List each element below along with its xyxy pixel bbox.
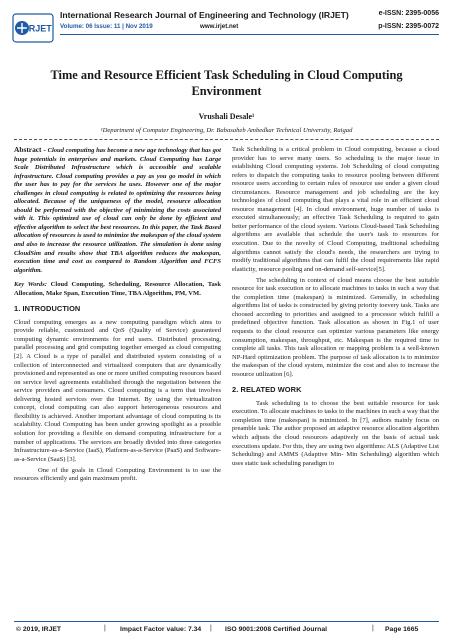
journal-url[interactable]: www.irjet.net (200, 23, 239, 30)
keywords-text: Cloud Computing, Scheduling, Resource Allocation, Task Allocation, Make Span, Execution Time, TBA Algorithm, PM, VM. (14, 281, 221, 297)
journal-header (0, 0, 453, 56)
footer-separator: | (104, 625, 106, 632)
author-affiliation: ¹Department of Computer Engineering, Dr. Babasaheb Ambedkar Technical University, Raigad (100, 127, 353, 134)
footer-impact-factor: Impact Factor value: 7.34 (120, 626, 202, 633)
keywords-label: Key Words: (14, 281, 47, 289)
p-issn: p-ISSN: 2395-0072 (378, 23, 439, 30)
keywords (14, 281, 221, 298)
author-name: Vrushali Desale¹ (198, 112, 255, 121)
abstract (14, 146, 221, 275)
footer-rule (14, 621, 439, 622)
footer-separator: | (210, 625, 212, 632)
volume-issue: Volume: 06 Issue: 11 | Nov 2019 (60, 23, 153, 30)
intro-paragraph-2: One of the goals in Cloud Computing Environment is to use the resources efficiently and gain maximum profit. (14, 466, 221, 483)
irjet-logo (12, 8, 56, 48)
footer-separator: | (372, 625, 374, 632)
body-paragraph-1: Task Scheduling is a critical problem in Cloud computing, because a cloud provider has to serve many users. So scheduling is the major issue in establishing Cloud computing systems. Job Scheduling of cloud computing refers to dispatch the computing tasks to resource pooling between different resource users according to certain rules of resource use under a given cloud circumstances. Resource management and job scheduling are the key technologies of cloud computing that plays a vital role in an efficient cloud resource management [4]. In cloud environment, huge number of tasks is executed simultaneously; an effective Task Scheduling is required to gain better performance of the cloud system. Various Cloud-based Task Scheduling algorithms are available that schedule the user's task to resources for execution. Due to the novelty of Cloud Computing, traditional scheduling algorithms cannot satisfy the cloud's needs, the researchers are trying to modify traditional algorithms that can fulfil the cloud requirements like rapid elasticity, resource pooling and on-demand self-service[5]. (232, 146, 439, 273)
left-column (14, 146, 221, 486)
abstract-text: Cloud computing has become a new age technology that has got huge potentials in enterprises and markets. Cloud Computing has Large Scale Distributed Infrastructure which is accessible and scalable infrastructure. Cloud computing provides a pay as you go model in which the user has to pay for the services he uses. However one of the major challenges in cloud computing is related to optimizing the resources being allocated. Because of the uniqueness of the model, resource allocation should be performed with the objective of minimizing the costs associated with it. This optimized use of cloud can only be done by efficient and effective algorithm to select the best resources. In this paper, the Task Based allocation of resources is used to minimize the makespan of the cloud system and also to increase the resource utilization. The simulation is done using CloudSim and results show that TBA algorithm reduces the makespan, execution time and cost as compared to Random Algorithm and FCFS algorithm. (14, 147, 221, 274)
body-paragraph-2: The scheduling in context of cloud means choose the best suitable resource for task execution or to allocate machines to tasks in such a way that the completion time (makespan) is minimized. Generally, in scheduling algorithms list of tasks is constructed by giving priority toevery task. Tasks are choosed according to priorities and assigned to a processor which fulfill a predefined objective function. Task allocation as shown in Fig.1 of user requests to the cloud resource can optimize various parameters like energy consumption, makespan, throughput, etc. Makespan is the required time to complete all tasks. This task allocation or mapping problem is a well-known NP-Hard optimization problem. The purpose of task allocation is to minimize the makespan of the cloud system, minimize the cost and also to increase the resource utilization [6]. (232, 276, 439, 378)
paper-title: Time and Resource Efficient Task Scheduling in Cloud Computing Environment (50, 68, 403, 98)
footer-copyright: © 2019, IRJET (16, 626, 62, 633)
footer-iso: ISO 9001:2008 Certified Journal (225, 626, 327, 633)
title-divider (14, 139, 439, 140)
intro-paragraph-1: Cloud computing emerges as a new computing paradigm which aims to provide reliable, customized and QoS (Quality of Service) guaranteed computing dynamic environments for end users. Distributed processing, parallel processing and grid computing together emerged as cloud computing [2]. A Cloud is a type of parallel and distributed system consisting of a collection of interconnected and virtualized computers that are dynamically provisioned and represented as one or more unified computing resources based on service level agreements established through the negotiation between the service providers and consumers. Cloud computing is a term that involves delivering hosted services over the Internet. By using the virtualization concept, cloud computing can also support heterogeneous resources and flexibility is achieved. Another important advantage of cloud computing is its scalability. Cloud Computing has been under growing spotlight as a possible solution for providing a flexible on demand computing infrastructure for a number of applications. The services are broadly divided into three categories Infrastructure-as-a-Service (IaaS), Platform-as-a-Service (PaaS) and Software-as-a-Service (SaaS) [3]. (14, 318, 221, 463)
e-issn: e-ISSN: 2395-0056 (378, 10, 439, 17)
section-heading-introduction: 1. INTRODUCTION (14, 304, 81, 314)
right-column (232, 146, 439, 471)
related-work-paragraph: Task scheduling is to choose the best suitable resource for task execution. To allocate machines to tasks to the machines in such a way that the completion time (makespan) is minimized. In [7], authors mainly focus on preamble task. The author proposed an adaptive resource allocation algorithm which adjusts the cloud resources adaptively on the basis of actual task executions update. For this, they are using two algorithms: ALS (Adaptive List Scheduling) and AMMS (Adaptive Min- Min Scheduling) algorithm which uses static task scheduling paradigm to (232, 399, 439, 467)
footer-page-number: Page 1665 (385, 626, 419, 633)
section-heading-related-work: 2. RELATED WORK (232, 385, 302, 395)
journal-title: International Research Journal of Engineering and Technology (IRJET) (60, 10, 349, 20)
abstract-label: Abstract - (14, 145, 46, 154)
svg-text:IRJET: IRJET (26, 23, 52, 34)
header-rule (60, 34, 439, 35)
